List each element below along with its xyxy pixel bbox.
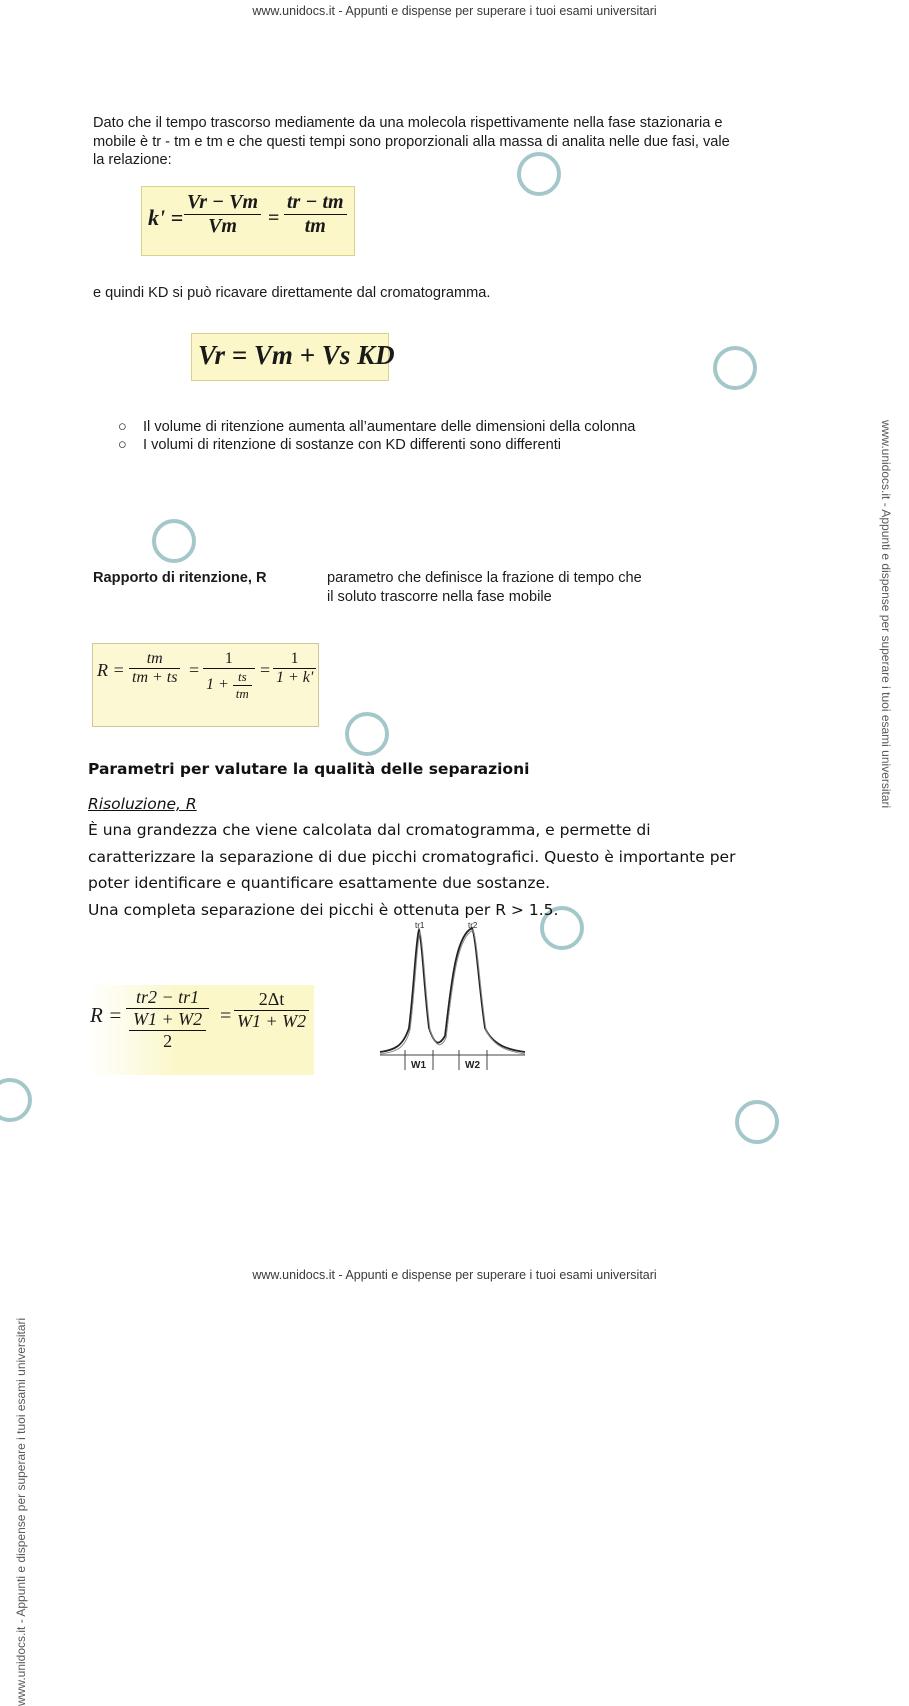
peak1-label: tr1: [415, 921, 425, 930]
unidocs-logo-icon: [0, 1078, 32, 1122]
eq1-den2: tm: [304, 215, 326, 237]
eq3-num2: 1: [203, 650, 255, 669]
bullet-circle-icon: ○: [118, 419, 127, 435]
eq4-lhs: R =: [90, 1003, 123, 1027]
bullet-list: ○ Il volume di ritenzione aumenta all’aumentare delle dimensioni della colonna ○ I volumi di ritenzione di sostanze con KD differenti sono differenti: [118, 419, 636, 453]
eq3-fraction-3: [273, 650, 316, 687]
watermark-header[interactable]: www.unidocs.it - Appunti e dispense per superare i tuoi esami universitari: [252, 4, 657, 18]
eq1-lhs: k' =: [148, 205, 184, 230]
unidocs-logo-icon: [345, 712, 389, 756]
watermark-left: www.unidocs.it - Appunti e dispense per superare i tuoi esami universitari: [14, 1317, 28, 1706]
eq4-den2: W1 + W2: [237, 1011, 307, 1031]
kd-sentence: e quindi KD si può ricavare direttamente dal cromatogramma.: [93, 285, 491, 301]
paragraph-line: È una grandezza che viene calcolata dal cromatogramma, e permette di: [88, 821, 651, 839]
eq4-den-inner: W1 + W2: [129, 1009, 206, 1031]
equation-retention-ratio: [92, 643, 319, 727]
equation-retention-volume: [191, 333, 395, 381]
eq3-fraction-1: [129, 650, 180, 687]
eq4-equals: =: [220, 1005, 232, 1027]
subsection-title: Risoluzione, R: [88, 795, 197, 813]
paragraph-line: Una completa separazione dei picchi è ottenuta per R > 1.5.: [88, 900, 559, 919]
unidocs-logo-icon: [713, 346, 757, 390]
section-title: Parametri per valutare la qualità delle separazioni: [88, 760, 530, 778]
peak2-label: tr2: [468, 921, 478, 930]
retention-label: Rapporto di ritenzione, R: [93, 570, 267, 586]
paragraph-line: caratterizzare la separazione di due picchi cromatografici. Questo è importante per: [88, 847, 736, 866]
eq3-den2: 1 + $\frac{ts}{tm}$: [203, 669, 255, 702]
watermark-footer[interactable]: www.unidocs.it - Appunti e dispense per superare i tuoi esami universitari: [252, 1268, 657, 1282]
eq4-fraction-1: [126, 987, 209, 1052]
eq3-equals-1: =: [189, 660, 200, 680]
eq3-num3: 1: [273, 650, 316, 669]
w2-label: W2: [465, 1060, 480, 1071]
eq1-num2: tr − tm: [284, 191, 347, 215]
unidocs-logo-icon: [152, 519, 196, 563]
eq1-fraction-time: [284, 191, 347, 238]
eq4-num1: tr2 − tr1: [126, 987, 209, 1009]
eq1-num1: Vr − Vm: [184, 191, 261, 215]
eq3-lhs: R =: [97, 660, 125, 680]
chromatogram-trace-shadow: [380, 930, 525, 1054]
resolution-paragraph: [88, 817, 828, 923]
equation-k-prime: [141, 186, 355, 256]
eq3-den1: tm + ts: [132, 669, 178, 686]
eq3-num1: tm: [129, 650, 180, 669]
eq1-equals: =: [268, 207, 280, 229]
bullet-circle-icon: ○: [118, 437, 127, 453]
eq3-equals-2: =: [260, 660, 271, 680]
eq4-den-outer: 2: [163, 1031, 173, 1051]
retention-description-line2: il soluto trascorre nella fase mobile: [327, 589, 552, 605]
unidocs-logo-icon: [735, 1100, 779, 1144]
eq3-den3: 1 + k': [276, 669, 314, 686]
intro-paragraph: Dato che il tempo trascorso mediamente da una molecola rispettivamente nella fase stazionaria e mobile è tr - tm e tm e che questi tempi sono proporzionali alla massa di analita nelle due fasi, vale la relazione:: [93, 115, 730, 168]
watermark-right: www.unidocs.it - Appunti e dispense per superare i tuoi esami universitari: [879, 420, 893, 809]
chromatogram-figure: [375, 918, 535, 1078]
equation-resolution: [88, 985, 314, 1075]
eq4-fraction-2: [234, 989, 309, 1032]
eq1-fraction-volume: [184, 191, 261, 238]
eq3-fraction-2: [203, 650, 255, 702]
paragraph-line: poter identificare e quantificare esattamente due sostanze.: [88, 874, 551, 892]
eq2-text: Vr = Vm + Vs KD: [198, 340, 395, 370]
w1-label: W1: [411, 1060, 426, 1071]
eq4-num2: 2Δt: [234, 989, 309, 1011]
retention-description-line1: parametro che definisce la frazione di tempo che: [327, 570, 642, 586]
eq1-den1: Vm: [208, 215, 237, 237]
